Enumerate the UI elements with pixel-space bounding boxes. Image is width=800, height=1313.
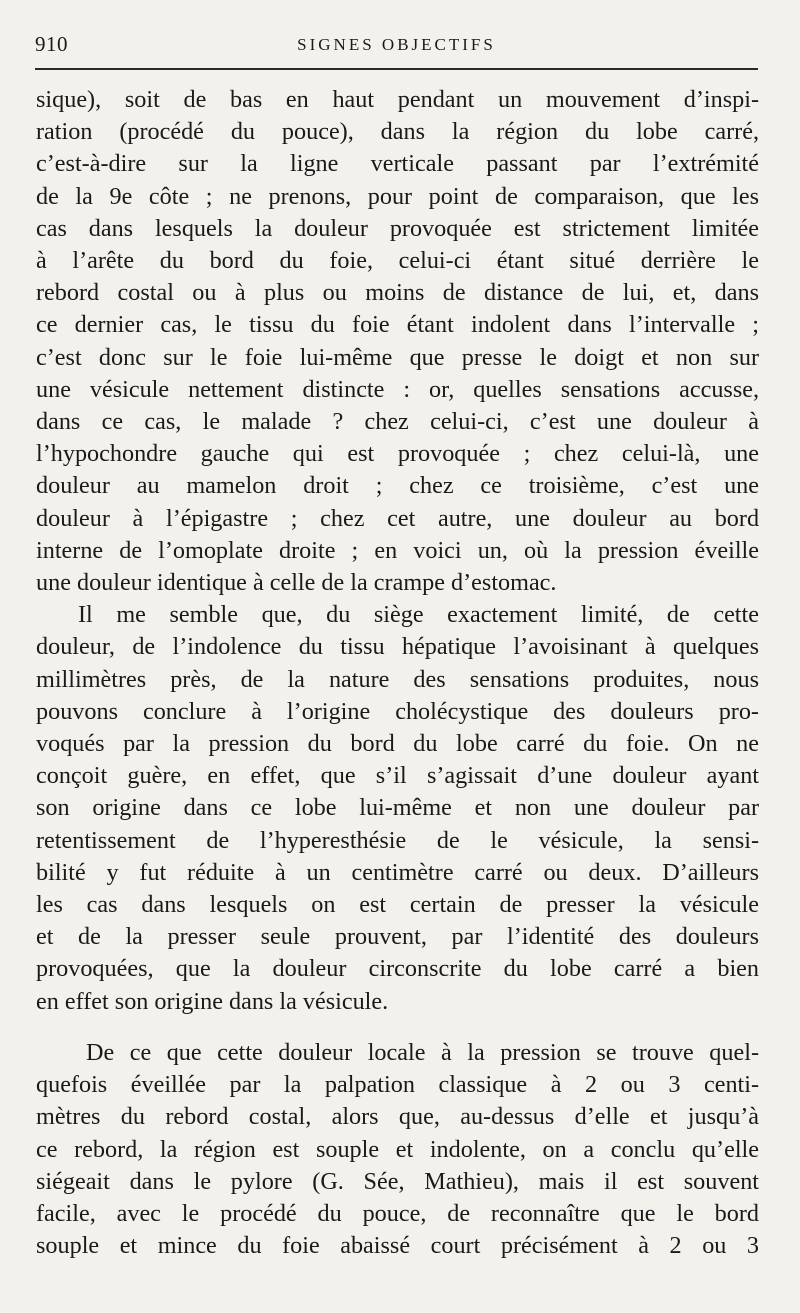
text-line: souple et mince du foie abaissé court précisément à 2 ou 3 xyxy=(36,1232,759,1260)
text-line: une douleur identique à celle de la crampe d’estomac. xyxy=(36,569,557,597)
text-line: cas dans lesquels la douleur provoquée est strictement limitée xyxy=(36,214,759,242)
text-line: rebord costal ou à plus ou moins de distance de lui, et, dans xyxy=(36,279,759,307)
text-line: ce rebord, la région est souple et indolente, on a conclu qu’elle xyxy=(36,1135,759,1163)
text-line: bilité y fut réduite à un centimètre carré ou deux. D’ailleurs xyxy=(36,858,759,886)
text-line: dans ce cas, le malade ? chez celui-ci, c’est une douleur à xyxy=(36,408,759,436)
text-line: ce dernier cas, le tissu du foie étant indolent dans l’intervalle ; xyxy=(36,311,759,339)
text-line: douleur à l’épigastre ; chez cet autre, une douleur au bord xyxy=(36,504,759,532)
paragraph-gap xyxy=(36,1018,759,1037)
text-line: ration (procédé du pouce), dans la région du lobe carré, xyxy=(36,118,759,146)
text-line: voqués par la pression du bord du lobe carré du foie. On ne xyxy=(36,730,759,758)
text-line: provoquées, que la douleur circonscrite du lobe carré a bien xyxy=(36,955,759,983)
running-title: SIGNES OBJECTIFS xyxy=(297,35,496,54)
text-line: De ce que cette douleur locale à la pression se trouve quel- xyxy=(86,1038,759,1066)
text-line: interne de l’omoplate droite ; en voici un, où la pression éveille xyxy=(36,536,759,564)
text-line: quefois éveillée par la palpation classique à 2 ou 3 centi- xyxy=(36,1071,759,1099)
paragraph-3 xyxy=(36,1037,759,1262)
text-line: sique), soit de bas en haut pendant un mouvement d’inspi- xyxy=(36,86,759,113)
text-line: en effet son origine dans la vésicule. xyxy=(36,987,389,1015)
paragraph-2 xyxy=(36,599,759,1018)
running-head xyxy=(35,28,758,62)
text-line: c’est-à-dire sur la ligne verticale passant par l’extrémité xyxy=(36,150,759,178)
text-line: douleur au mamelon droit ; chez ce troisième, c’est une xyxy=(36,472,759,500)
text-line: c’est donc sur le foie lui-même que presse le doigt et non sur xyxy=(36,343,759,371)
text-line: retentissement de l’hyperesthésie de le vésicule, la sensi- xyxy=(36,826,759,854)
text-line: millimètres près, de la nature des sensations produites, nous xyxy=(36,665,759,693)
text-line: et de la presser seule prouvent, par l’identité des douleurs xyxy=(36,923,759,951)
text-line: mètres du rebord costal, alors que, au-dessus d’elle et jusqu’à xyxy=(36,1103,759,1131)
text-line: de la 9e côte ; ne prenons, pour point de comparaison, que les xyxy=(36,182,759,210)
text-line: pouvons conclure à l’origine cholécystique des douleurs pro- xyxy=(36,697,759,725)
text-line: à l’arête du bord du foie, celui-ci étant situé derrière le xyxy=(36,247,759,275)
text-line: une vésicule nettement distincte : or, quelles sensations accusse, xyxy=(36,375,759,403)
text-line: siégeait dans le pylore (G. Sée, Mathieu), mais il est souvent xyxy=(36,1167,759,1195)
body-text xyxy=(36,84,759,1262)
header-rule xyxy=(35,68,758,70)
paragraph-1 xyxy=(36,84,759,599)
text-line: son origine dans ce lobe lui-même et non une douleur par xyxy=(36,794,759,822)
text-line: Il me semble que, du siège exactement limité, de cette xyxy=(78,601,759,629)
text-line: l’hypochondre gauche qui est provoquée ; chez celui-là, une xyxy=(36,440,759,468)
text-line: douleur, de l’indolence du tissu hépatique l’avoisinant à quelques xyxy=(36,633,759,661)
text-line: conçoit guère, en effet, que s’il s’agissait d’une douleur ayant xyxy=(36,762,759,790)
text-line: les cas dans lesquels on est certain de presser la vésicule xyxy=(36,891,759,919)
page-number: 910 xyxy=(35,32,68,56)
text-line: facile, avec le procédé du pouce, de reconnaître que le bord xyxy=(36,1199,759,1227)
